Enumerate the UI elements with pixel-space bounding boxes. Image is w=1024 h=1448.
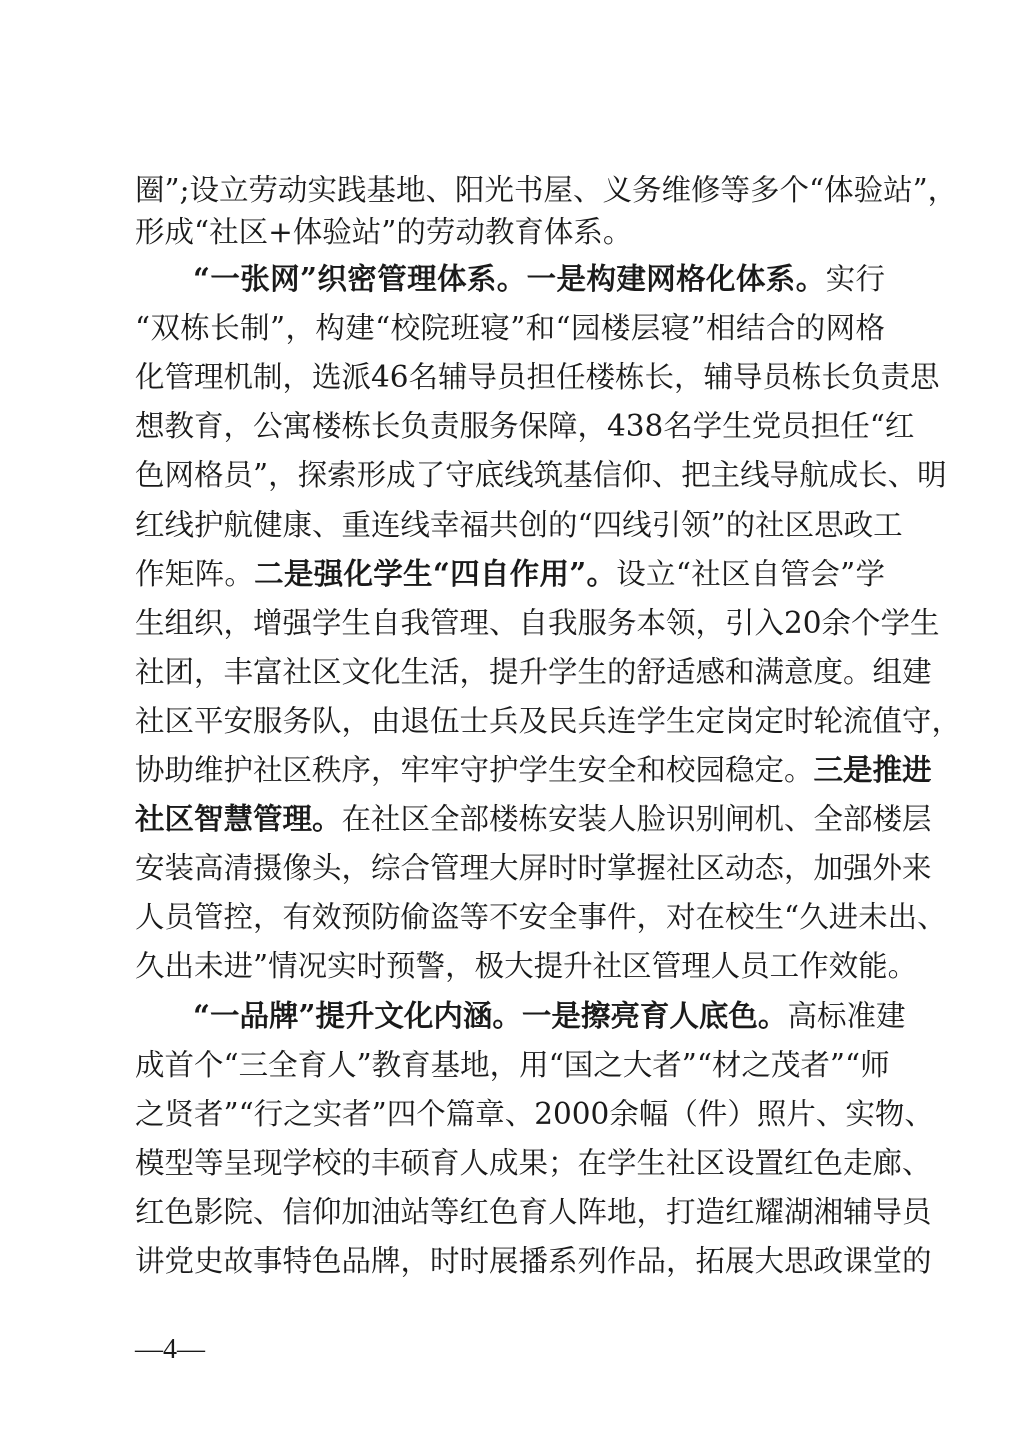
text-line (135, 1190, 932, 1234)
bold-text-run: “一张网”织密管理体系。一是构建网格化体系。 (193, 261, 826, 296)
text-line (135, 601, 940, 645)
text-run: 实行 (825, 262, 885, 296)
text-line (193, 994, 906, 1038)
text-run: 成首个“三全育人”教育基地，用“国之大者”“材之茂者”“师 (135, 1048, 890, 1082)
text-run: 圈”;设立劳动实践基地、阳光书屋、义务维修等多个“体验站”， (135, 173, 958, 207)
text-line (135, 404, 915, 448)
text-run: 化管理机制，选派46名辅导员担任楼栋长，辅导员栋长负责思 (135, 360, 940, 394)
text-line (135, 748, 932, 792)
text-line (135, 168, 958, 212)
text-run: 作矩阵。 (135, 557, 255, 591)
page-number: —4— (135, 1334, 205, 1365)
text-run: 红线护航健康、重连线幸福共创的“四线引领”的社区思政工 (135, 508, 903, 542)
text-run: 设立“社区自管会”学 (616, 557, 885, 591)
bold-text-run: 二是强化学生“四自作用”。 (254, 556, 617, 591)
bold-text-run: “一品牌”提升文化内涵。一是擦亮育人底色。 (193, 998, 788, 1033)
text-line (135, 453, 947, 497)
text-run: 想教育，公寓楼栋长负责服务保障，438名学生党员担任“红 (135, 409, 915, 443)
text-run: 在社区全部楼栋安装人脸识别闸机、全部楼层 (341, 802, 932, 836)
text-run: 形成“社区+体验站”的劳动教育体系。 (135, 215, 633, 249)
text-run: 之贤者”“行之实者”四个篇章、2000余幅（件）照片、实物、 (135, 1097, 934, 1131)
text-line (135, 650, 932, 694)
text-line (135, 210, 885, 254)
text-run: 红色影院、信仰加油站等红色育人阵地，打造红耀湖湘辅导员 (135, 1195, 932, 1229)
text-line (135, 944, 918, 988)
text-line (135, 797, 932, 841)
text-run: 人员管控，有效预防偷盗等不安全事件，对在校生“久进未出、 (135, 900, 947, 934)
text-run: 模型等呈现学校的丰硕育人成果；在学生社区设置红色走廊、 (135, 1146, 932, 1180)
text-run: 色网格员”，探索形成了守底线筑基信仰、把主线导航成长、明 (135, 458, 947, 492)
bold-text-run: 社区智慧管理。 (135, 801, 342, 836)
text-line (135, 552, 885, 596)
text-line (135, 503, 903, 547)
text-line (193, 257, 885, 301)
text-run: 久出未进”情况实时预警，极大提升社区管理人员工作效能。 (135, 949, 918, 983)
text-run: 生组织，增强学生自我管理、自我服务本领，引入20余个学生 (135, 606, 940, 640)
text-line (135, 306, 885, 350)
bold-text-run: 三是推进 (813, 752, 932, 787)
text-run: 讲党史故事特色品牌，时时展播系列作品，拓展大思政课堂的 (135, 1244, 932, 1278)
text-run: 社团，丰富社区文化生活，提升学生的舒适感和满意度。组建 (135, 655, 932, 689)
text-run: “双栋长制”，构建“校院班寝”和“园楼层寝”相结合的网格 (135, 311, 885, 345)
text-line (135, 699, 962, 743)
text-line (135, 1092, 934, 1136)
text-line (135, 355, 940, 399)
text-line (135, 1239, 932, 1283)
text-line (135, 1141, 932, 1185)
text-line (135, 846, 932, 890)
text-line (135, 895, 947, 939)
text-run: 协助维护社区秩序，牢牢守护学生安全和校园稳定。 (135, 753, 814, 787)
text-run: 安装高清摄像头，综合管理大屏时时掌握社区动态，加强外来 (135, 851, 932, 885)
text-run: 社区平安服务队，由退伍士兵及民兵连学生定岗定时轮流值守， (135, 704, 962, 738)
text-line (135, 1043, 890, 1087)
text-run: 高标准建 (787, 999, 906, 1033)
